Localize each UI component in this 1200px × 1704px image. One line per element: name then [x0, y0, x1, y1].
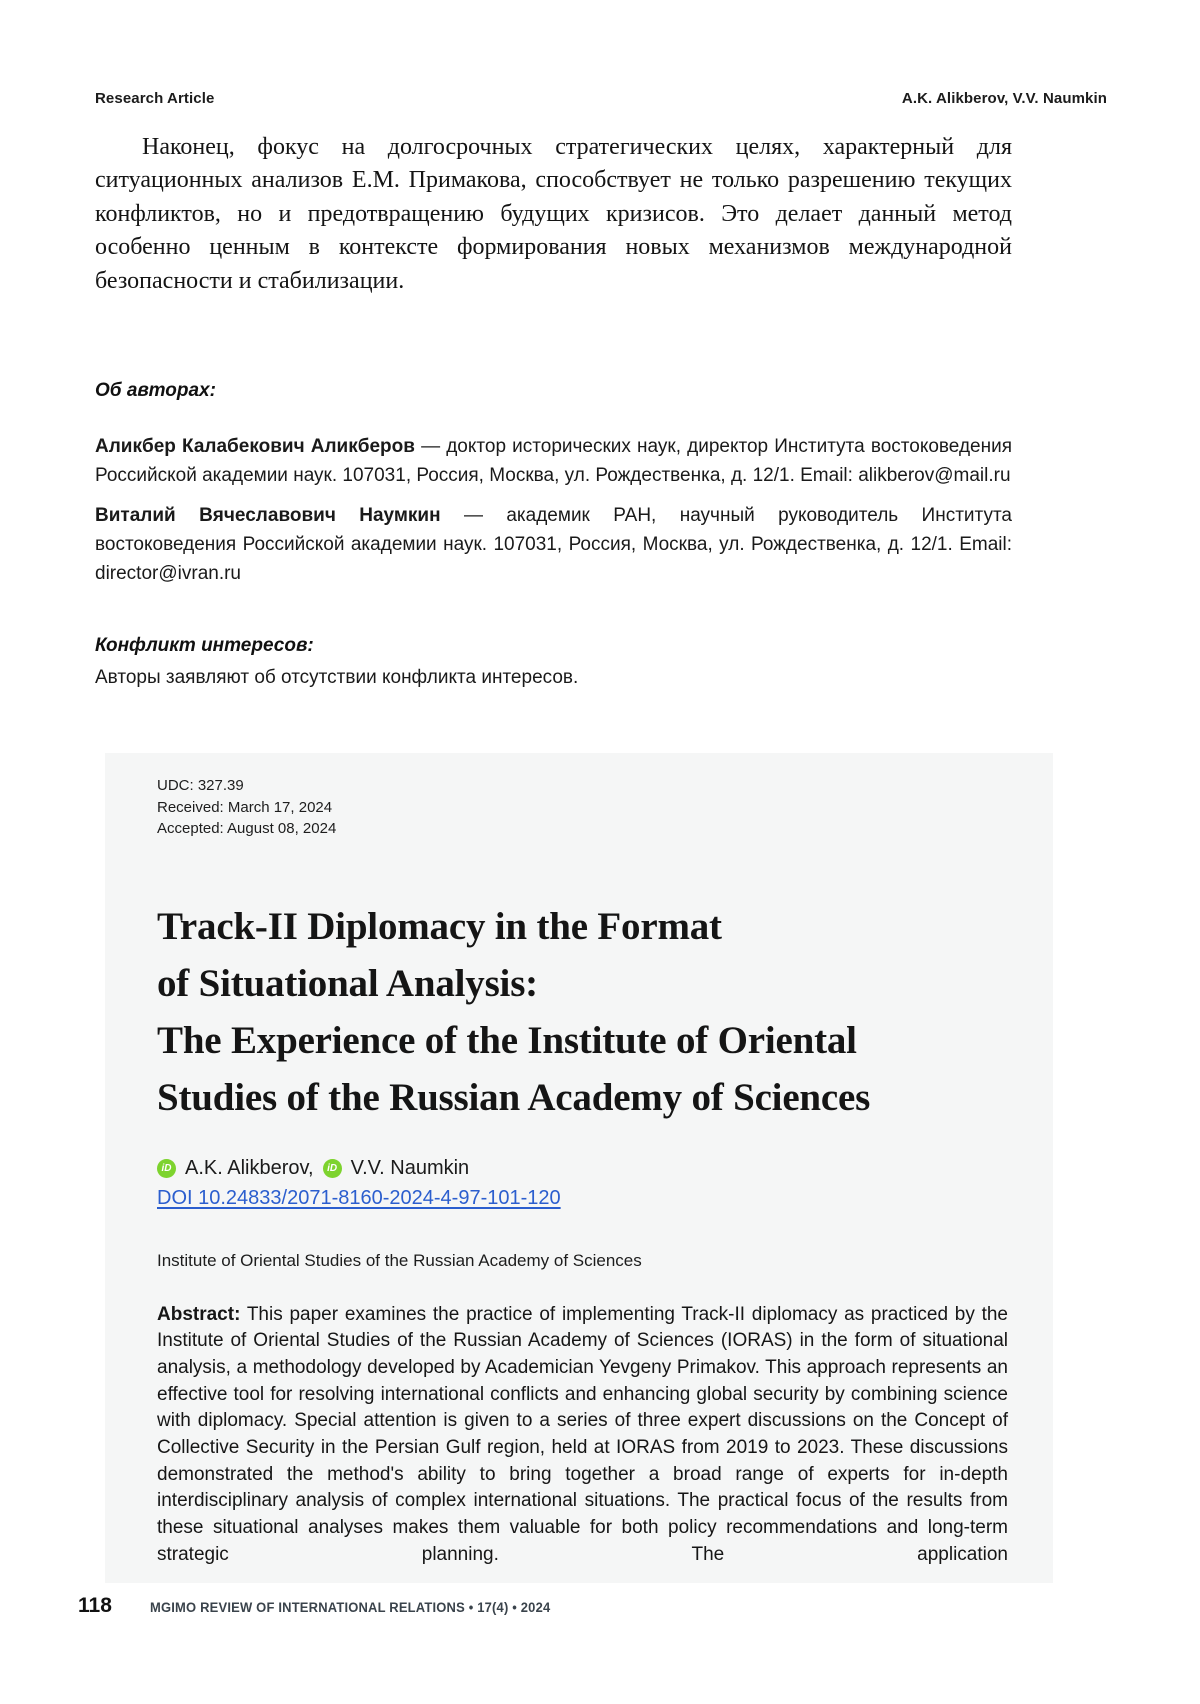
conflict-of-interest-heading: Конфликт интересов:	[95, 635, 314, 656]
orcid-icon[interactable]: iD	[157, 1159, 176, 1178]
author-name-1: Аликбер Калабекович Аликберов	[95, 436, 415, 457]
page-number: 118	[78, 1594, 112, 1617]
accepted-date: Accepted: August 08, 2024	[157, 820, 337, 837]
article-title-line-2: of Situational Analysis:	[157, 961, 538, 1005]
author-bio-1	[95, 432, 1012, 490]
orcid-icon[interactable]: iD	[323, 1159, 342, 1178]
abstract-label: Abstract:	[157, 1303, 241, 1325]
author-link-2: V.V. Naumkin	[350, 1156, 470, 1179]
article-title-line-4: Studies of the Russian Academy of Sciences	[157, 1075, 871, 1119]
article-title-line-1: Track-II Diplomacy in the Format	[157, 904, 722, 948]
page-footer	[78, 1594, 567, 1618]
about-authors-section	[95, 376, 1012, 692]
abstract-text: This paper examines the practice of implementing Track-II diplomacy as practiced by the Institute of Oriental Studies of the Russian Academy of Sciences (IORAS) in the form of situational analysis, a methodology developed by Academician Yevgeny Primakov. This approach represents an effective tool for resolving international conflicts and enhancing global security by combining science with diplomacy. Special attention is given to a series of three expert discussions on the Concept of Collective Security in the Persian Gulf region, held at IORAS from 2019 to 2023. These discussions demonstrated the method's ability to bring together a broad range of experts for in-depth interdisciplinary analysis of complex international situations. The practical focus of the results from these situational analyses makes them valuable for both policy recommendations and long-term strategic planning. The application	[157, 1303, 1009, 1565]
article-title	[157, 898, 1008, 1126]
doi-link[interactable]: DOI 10.24833/2071-8160-2024-4-97-101-120	[157, 1186, 561, 1209]
conflict-of-interest-text: Авторы заявляют об отсутствии конфликта интересов.	[95, 667, 579, 688]
affiliation-line: Institute of Oriental Studies of the Russian Academy of Sciences	[157, 1250, 642, 1270]
author-link-1: A.K. Alikberov,	[185, 1156, 314, 1179]
abstract-paragraph	[157, 1302, 1008, 1569]
udc-code: UDC: 327.39	[157, 777, 244, 794]
intro-paragraph: Наконец, фокус на долгосрочных стратегических целях, характерный для ситуационных анализов Е.М. Примакова, способствует не только разрешению текущих конфликтов, но и предотвращению будущих кризисов. Это делает данный метод особенно ценным в контексте формирования новых механизмов международной безопасности и стабилизации.	[95, 134, 1012, 294]
article-title-line-3: The Experience of the Institute of Oriental	[157, 1018, 857, 1062]
author-name-2: Виталий Вячеславович Наумкин	[95, 505, 441, 526]
journal-footer-line: MGIMO REVIEW OF INTERNATIONAL RELATIONS • 17(4) • 2024	[149, 1600, 551, 1615]
author-bio-2	[95, 501, 1012, 588]
article-info-card	[105, 753, 1053, 1583]
submission-meta	[157, 775, 1008, 840]
about-authors-heading: Об авторах:	[95, 380, 216, 401]
authors-line	[157, 1157, 1008, 1180]
author-details-1: — доктор исторических наук, директор Института востоковедения Российской академии наук. 107031, Россия, Москва, ул. Рождественка, д. 12/1. Email: alikberov@mail.ru	[95, 436, 1012, 486]
received-date: Received: March 17, 2024	[157, 798, 333, 816]
page-header	[95, 90, 1107, 107]
article-type-label: Research Article	[95, 90, 215, 107]
author-details-2: — академик РАН, научный руководитель Института востоковедения Российской академии наук. 107031, Россия, Москва, ул. Рождественка, д. 12/1. Email: director@ivran.ru	[95, 505, 1012, 584]
running-head-authors: A.K. Alikberov, V.V. Naumkin	[901, 90, 1107, 107]
